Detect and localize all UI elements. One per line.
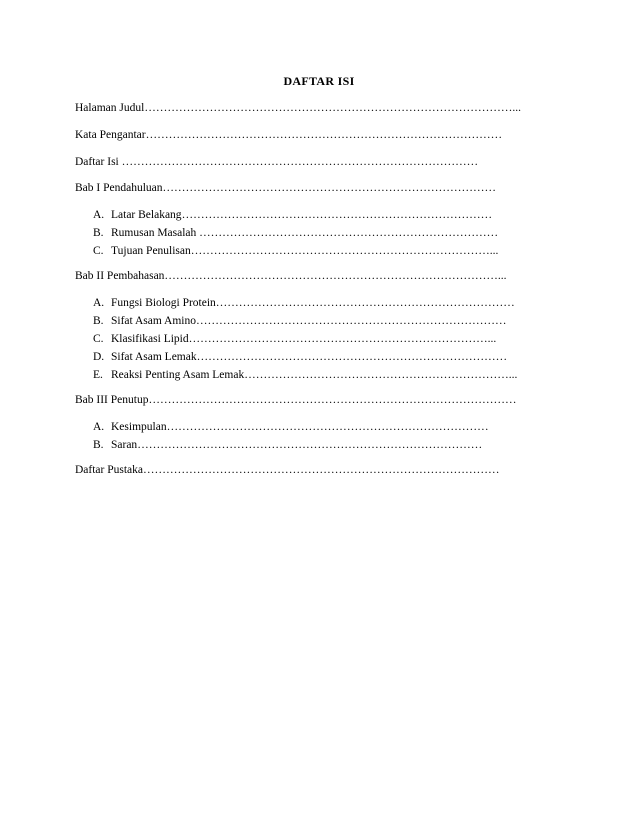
toc-dot-leader: …………………………………………………………………………………… (148, 394, 517, 406)
toc-subentry-latar-belakang (93, 207, 545, 223)
toc-dot-leader: ……………………………………………………………………... (188, 333, 497, 345)
toc-subentry-marker: A. (93, 297, 105, 309)
toc-dot-leader: ……………………………………………………………………………... (164, 270, 507, 282)
toc-entry-label: Latar Belakang (111, 209, 182, 221)
toc-entry-label: Kata Pengantar (75, 129, 146, 141)
toc-dot-leader: ……………………………………………………………………………………... (144, 102, 521, 114)
toc-subentry-sifat-asam-amino (93, 313, 545, 329)
toc-entry-label: Halaman Judul (75, 102, 145, 114)
toc-subentry-marker: D. (93, 351, 105, 363)
toc-entry-label: Klasifikasi Lipid (111, 333, 189, 345)
toc-entry-label: Bab III Penutup (75, 394, 149, 406)
toc-subentry-marker: A. (93, 209, 105, 221)
toc-dot-leader: ……………………………………………………………………… (181, 209, 493, 221)
toc-entry-kata-pengantar (75, 127, 545, 143)
toc-entry-halaman-judul (75, 100, 545, 116)
toc-subentry-marker: E. (93, 369, 103, 381)
toc-entry-label: Bab II Pembahasan (75, 270, 165, 282)
toc-subentry-marker: B. (93, 315, 104, 327)
toc-entry-label: Sifat Asam Amino (111, 315, 196, 327)
toc-entry-label: Daftar Pustaka (75, 464, 144, 476)
toc-dot-leader: ……………………………………………………………... (244, 369, 518, 381)
toc-entry-daftar-pustaka (75, 462, 545, 478)
toc-entry-label: Bab I Pendahuluan (75, 182, 163, 194)
toc-entry-label: Sifat Asam Lemak (111, 351, 197, 363)
toc-dot-leader: ……………………………………………………………………... (190, 245, 499, 257)
toc-entry-label: Daftar Isi (75, 156, 122, 168)
toc-dot-leader: ……………………………………………………………………………… (137, 439, 483, 451)
toc-dot-leader: …………………………………………………………………………… (162, 182, 497, 194)
toc-subentry-saran (93, 437, 545, 453)
toc-dot-leader: ………………………………………………………………………………… (121, 156, 479, 168)
toc-subentry-tujuan-penulisan (93, 243, 545, 259)
toc-dot-leader: …………………………………………………………………… (199, 227, 499, 239)
toc-entry-label: Kesimpulan (111, 421, 167, 433)
toc-dot-leader: ………………………………………………………………………………… (143, 464, 500, 476)
toc-entry-label: Tujuan Penulisan (111, 245, 191, 257)
toc-entry-label: Rumusan Masalah (111, 227, 200, 239)
toc-subentry-marker: C. (93, 245, 104, 257)
toc-dot-leader: ……………………………………………………………………… (195, 315, 507, 327)
toc-subentry-rumusan-masalah (93, 225, 545, 241)
toc-subentry-kesimpulan (93, 419, 545, 435)
toc-dot-leader: ………………………………………………………………………… (166, 421, 489, 433)
toc-subentry-sifat-asam-lemak (93, 349, 545, 365)
toc-dot-leader: …………………………………………………………………… (215, 297, 515, 309)
toc-dot-leader: ………………………………………………………………………………… (145, 129, 503, 141)
toc-entry-label: Fungsi Biologi Protein (111, 297, 216, 309)
toc-subentry-marker: B. (93, 439, 104, 451)
toc-dot-leader: ……………………………………………………………………… (196, 351, 508, 363)
toc-subentry-marker: A. (93, 421, 105, 433)
toc-entry-bab-1 (75, 180, 545, 196)
toc-entry-label: Saran (111, 439, 138, 451)
toc-subentry-reaksi-penting-asam-lemak (93, 367, 545, 383)
toc-subentry-marker: B. (93, 227, 104, 239)
toc-entry-bab-3 (75, 392, 545, 408)
toc-subentry-fungsi-biologi-protein (93, 295, 545, 311)
page-title: DAFTAR ISI (283, 74, 355, 88)
toc-entry-label: Reaksi Penting Asam Lemak (111, 369, 245, 381)
toc-entry-daftar-isi (75, 154, 545, 170)
toc-entry-bab-2 (75, 268, 545, 284)
toc-subentry-klasifikasi-lipid (93, 331, 545, 347)
toc-subentry-marker: C. (93, 333, 104, 345)
